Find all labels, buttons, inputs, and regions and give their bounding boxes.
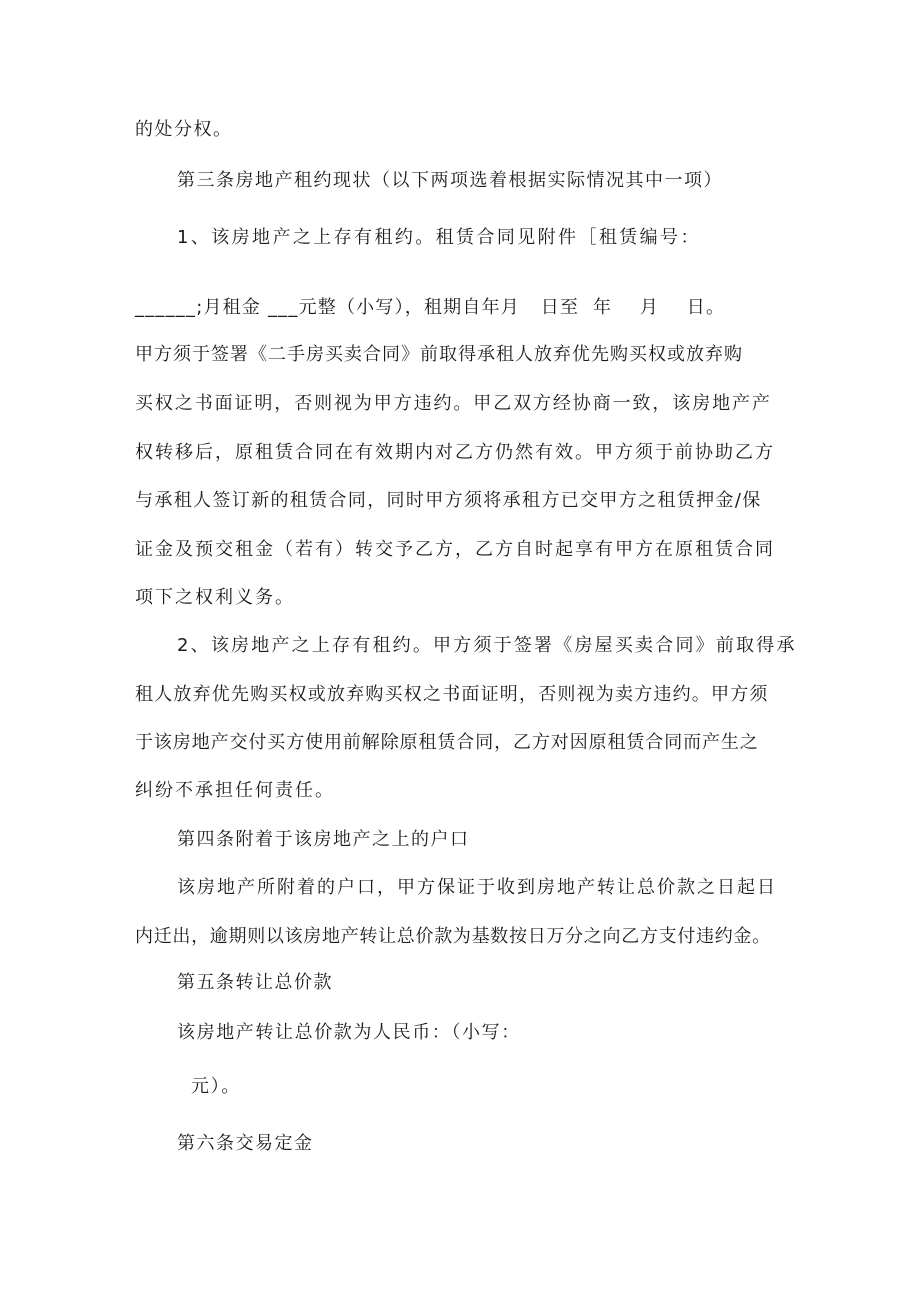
paragraph-line: 该房地产转让总价款为人民币：（小写：: [177, 1022, 521, 1043]
paragraph-line: 2、该房地产之上存有租约。甲方须于签署《房屋买卖合同》前取得承: [177, 635, 797, 656]
paragraph-line: 证金及预交租金（若有）转交予乙方，乙方自时起享有甲方在原租赁合同: [135, 539, 775, 560]
section-heading-article-6: 第六条交易定金: [177, 1133, 314, 1154]
section-heading-article-3: 第三条房地产租约现状（以下两项选着根据实际情况其中一项）: [177, 170, 723, 191]
paragraph-line: 租人放弃优先购买权或放弃购买权之书面证明，否则视为卖方违约。甲方须: [135, 684, 769, 705]
paragraph-line: ______;月租金 ___元整（小写），租期自年月 日至 年 月 日。: [135, 297, 726, 318]
paragraph-line: 权转移后，原租赁合同在有效期内对乙方仍然有效。甲方须于前协助乙方: [135, 442, 775, 463]
paragraph-line: 元）。: [191, 1076, 241, 1097]
section-heading-article-5: 第五条转让总价款: [177, 972, 333, 993]
section-heading-article-4: 第四条附着于该房地产之上的户口: [177, 829, 470, 850]
paragraph-line: 1、该房地产之上存有租约。租赁合同见附件［租赁编号：: [177, 227, 701, 248]
paragraph-line: 甲方须于签署《二手房买卖合同》前取得承租人放弃优先购买权或放弃购: [135, 344, 743, 365]
paragraph-line: 内迁出，逾期则以该房地产转让总价款为基数按日万分之向乙方支付违约金。: [135, 926, 771, 947]
paragraph-line: 项下之权利义务。: [135, 587, 295, 608]
paragraph-line: 纠纷不承担任何责任。: [135, 780, 335, 801]
paragraph-line: 的处分权。: [135, 119, 233, 140]
paragraph-line: 该房地产所附着的户口，甲方保证于收到房地产转让总价款之日起日: [177, 877, 777, 898]
paragraph-line: 与承租人签订新的租赁合同，同时甲方须将承租方已交甲方之租赁押金/保: [135, 490, 762, 511]
paragraph-line: 于该房地产交付买方使用前解除原租赁合同，乙方对因原租赁合同而产生之: [135, 732, 759, 753]
paragraph-line: 买权之书面证明，否则视为甲方违约。甲乙双方经协商一致，该房地产产: [135, 393, 772, 414]
